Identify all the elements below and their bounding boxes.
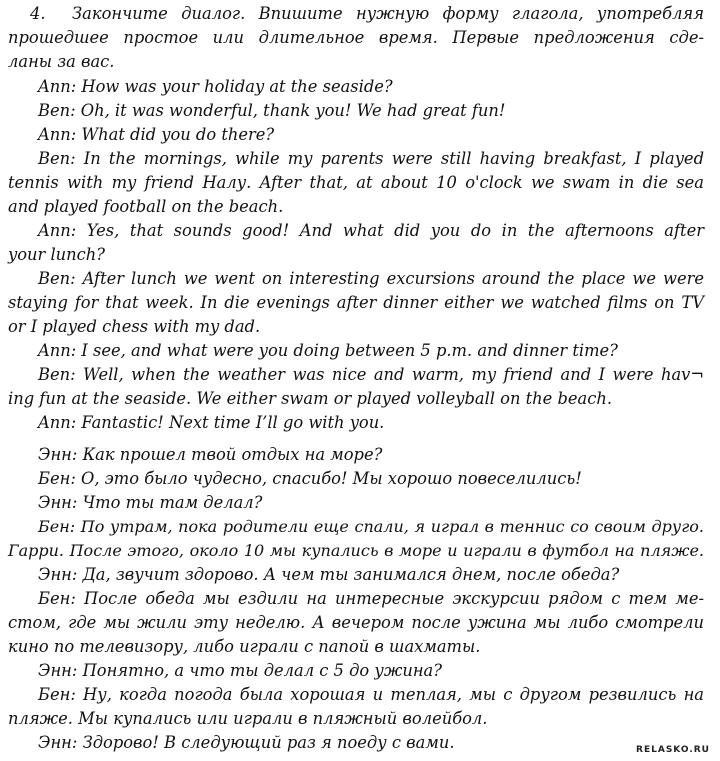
russian-line: Гарри. После этого, около 10 мы купались в море и играли в футбол на пляже. <box>8 541 704 560</box>
task-number: 4. <box>30 4 46 23</box>
russian-line: Энн: Что ты там делал? <box>38 493 263 512</box>
russian-line: пляже. Мы купались или играли в пляжный волейбол. <box>8 709 488 728</box>
russian-line: Энн: Понятно, а что ты делал с 5 до ужина? <box>38 661 442 680</box>
russian-line: Бен: Ну, когда погода была хорошая и теплая, мы с другом резвились на <box>38 685 704 704</box>
english-line: Ann: I see, and what were you doing between 5 p.m. and dinner time? <box>38 341 618 360</box>
english-line: tennis with my friend Hалу. After that, at about 10 o'clock we swam in die sea <box>8 173 704 192</box>
russian-line: Бен: После обеда мы ездили на интересные экскурсии рядом с тем ме- <box>38 589 704 608</box>
english-line: your lunch? <box>8 245 105 264</box>
russian-line: Энн: Здорово! В следующий раз я поеду с вами. <box>38 733 455 752</box>
english-line: ing fun at the seaside. We either swam or played volleyball on the beach. <box>8 389 613 408</box>
english-line: Ann: Fantastic! Next time I’ll go with you. <box>38 413 385 432</box>
russian-line: кино по телевизору, либо играли с папой в шахматы. <box>8 637 481 656</box>
english-line: staying for that week. In die evenings after dinner either we watched films on TV <box>8 293 704 312</box>
english-line: Ann: Yes, that sounds good! And what did you do in the afternoons after <box>38 221 704 240</box>
site-watermark: RELASKO.RU <box>636 745 710 755</box>
english-line: Ben: In the mornings, while my parents were still having breakfast, I played <box>38 149 704 168</box>
english-line: or I played chess with my dad. <box>8 317 261 336</box>
english-line: Ben: Well, when the weather was nice and warm, my friend and I were hav¬ <box>38 365 704 384</box>
english-line: Ann: What did you do there? <box>38 125 275 144</box>
task-instruction-line-3: ланы за вас. <box>8 52 115 71</box>
english-line: Ben: After lunch we went on interesting excursions around the place we were <box>38 269 704 288</box>
task-instruction-line-1: 4. Закончите диалог. Впишите нужную форму глагола, употребляя <box>8 2 704 26</box>
russian-line: стом, где мы жили эту неделю. А вечером после ужина мы либо смотрели <box>8 613 704 632</box>
english-line: and played football on the beach. <box>8 197 284 216</box>
russian-line: Энн: Как прошел твой отдых на море? <box>38 445 383 464</box>
english-line: Ben: Oh, it was wonderful, thank you! We had great fun! <box>38 101 506 120</box>
russian-line: Бен: По утрам, пока родители еще спали, я играл в теннис со своим друго. <box>38 517 704 536</box>
russian-line: Бен: О, это было чудесно, спасибо! Мы хорошо повеселились! <box>38 469 582 488</box>
russian-line: Энн: Да, звучит здорово. А чем ты занимался днем, после обеда? <box>38 565 620 584</box>
task-instruction-line-2: прошедшее простое или длительное время. Первые предложения сде- <box>8 28 704 47</box>
english-line: Ann: How was your holiday at the seaside? <box>38 77 393 96</box>
